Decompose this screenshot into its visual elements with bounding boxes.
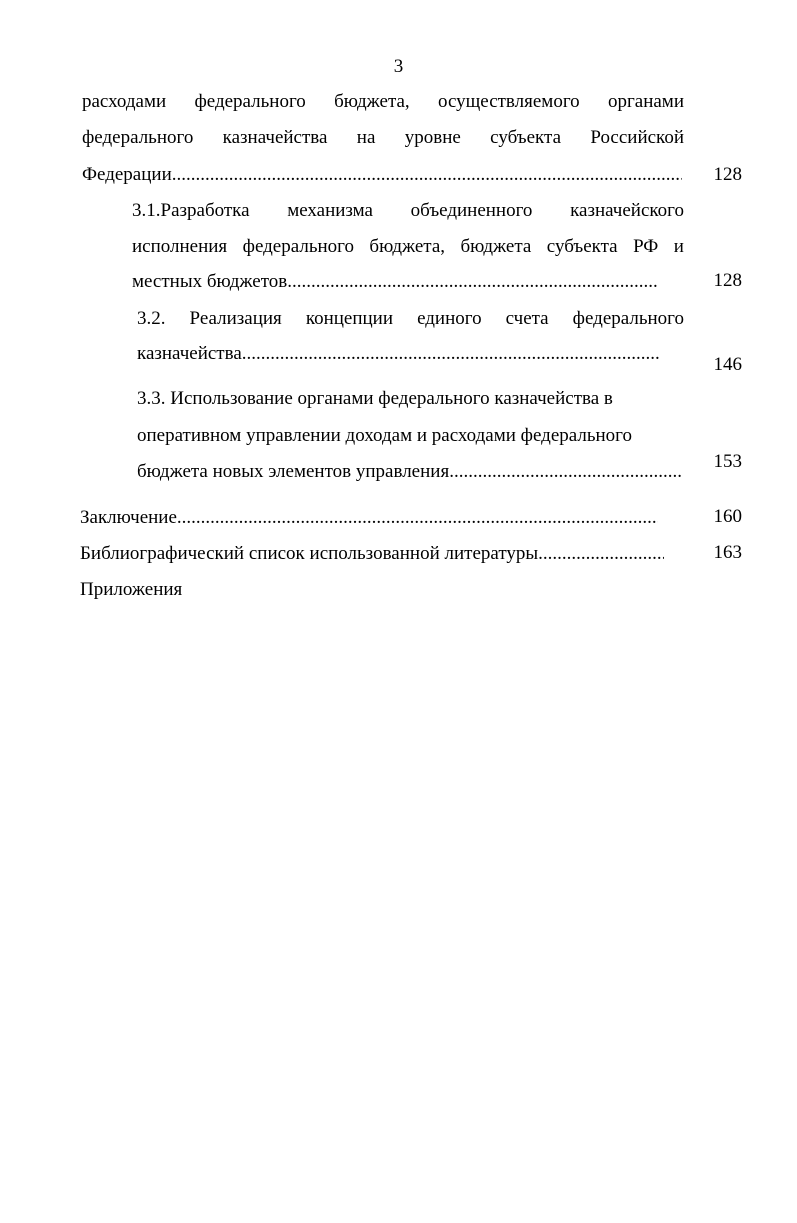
toc-s33-line1: 3.3. Использование органами федерального казначейства в <box>137 388 613 409</box>
word: федерального <box>82 127 194 148</box>
toc-ch3-line2 <box>82 127 684 149</box>
word: и <box>673 236 684 257</box>
dot-leader <box>538 543 664 565</box>
dot-leader <box>449 461 681 483</box>
toc-s31-title-end: местных бюджетов <box>132 271 288 292</box>
word: расходами <box>82 91 167 112</box>
toc-s32-line1 <box>137 308 684 330</box>
page-number: 3 <box>393 56 404 77</box>
word: РФ <box>633 236 659 257</box>
word: единого <box>417 308 482 329</box>
word: счета <box>505 308 549 329</box>
toc-s33-line3 <box>137 461 681 483</box>
toc-ch3-page: 128 <box>713 164 742 185</box>
word: на <box>356 127 376 148</box>
toc-ch3-title-end: Федерации <box>82 164 172 185</box>
word: субъекта <box>490 127 562 148</box>
toc-s33-page: 153 <box>713 451 742 472</box>
word: органами <box>607 91 684 112</box>
toc-appendix: Приложения <box>80 579 183 600</box>
word: осуществляемого <box>438 91 580 112</box>
toc-conclusion <box>80 507 658 529</box>
word: 3.1.Разработка <box>132 200 250 221</box>
toc-bibliography-page: 163 <box>713 542 742 563</box>
dot-leader <box>177 507 658 529</box>
toc-conclusion-page: 160 <box>713 506 742 527</box>
word: бюджета, <box>334 91 410 112</box>
word: механизма <box>287 200 373 221</box>
word: казначейского <box>570 200 684 221</box>
dot-leader <box>242 343 661 365</box>
word: федерального <box>242 236 354 257</box>
toc-bibliography-label: Библиографический список использованной литературы <box>80 543 539 564</box>
word: концепции <box>305 308 394 329</box>
toc-s31-line3 <box>132 271 658 293</box>
toc-ch3-line3 <box>82 164 682 186</box>
toc-conclusion-label: Заключение <box>80 507 177 528</box>
toc-s32-title-end: казначейства <box>137 343 242 364</box>
dot-leader <box>172 164 682 186</box>
toc-ch3-line1 <box>82 91 684 113</box>
word: федерального <box>194 91 306 112</box>
word: Российской <box>590 127 684 148</box>
word: казначейства <box>222 127 328 148</box>
word: бюджета <box>460 236 532 257</box>
toc-bibliography <box>80 543 664 565</box>
word: Реализация <box>189 308 282 329</box>
toc-s31-line1 <box>132 200 684 222</box>
toc-s31-page: 128 <box>713 270 742 291</box>
word: объединенного <box>410 200 533 221</box>
toc-s32-line2 <box>137 343 661 365</box>
word: уровне <box>404 127 461 148</box>
word: субъекта <box>546 236 618 257</box>
word: федерального <box>572 308 684 329</box>
dot-leader <box>287 271 658 293</box>
toc-s33-line2: оперативном управлении доходам и расходами федерального <box>137 425 632 446</box>
toc-s32-page: 146 <box>713 354 742 375</box>
toc-s31-line2 <box>132 236 684 258</box>
word: исполнения <box>132 236 228 257</box>
word: бюджета, <box>369 236 446 257</box>
word: 3.2. <box>137 308 166 329</box>
toc-s33-title-end: бюджета новых элементов управления <box>137 461 450 482</box>
